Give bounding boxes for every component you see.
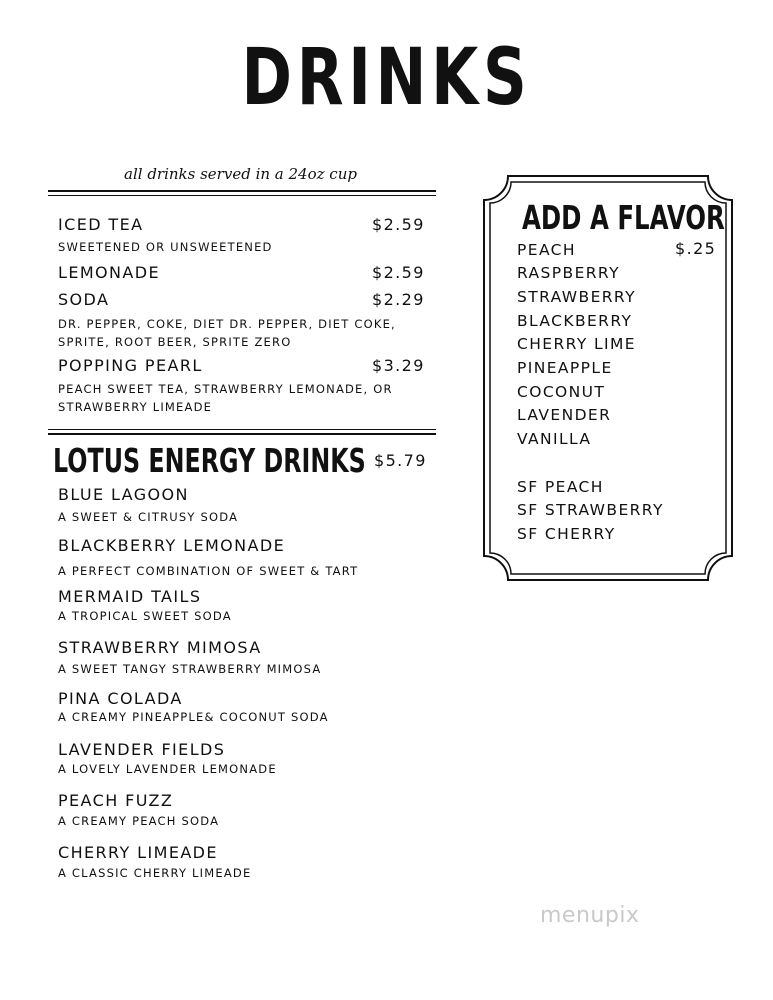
energy-item-name: BLUE LAGOON <box>58 485 189 504</box>
drink-desc: STRAWBERRY LIMEADE <box>58 400 213 414</box>
drink-desc: SWEETENED OR UNSWEETENED <box>58 240 273 254</box>
drink-name: LEMONADE <box>58 263 160 282</box>
sf-flavor-item: SF PEACH <box>517 478 604 496</box>
drink-price: $3.29 <box>372 356 425 375</box>
watermark: menupix <box>540 903 640 928</box>
drink-name: POPPING PEARL <box>58 356 203 375</box>
drink-desc: DR. PEPPER, COKE, DIET DR. PEPPER, DIET COKE, <box>58 317 396 331</box>
flavor-price: $.25 <box>675 239 717 258</box>
drink-price: $2.59 <box>372 215 425 234</box>
flavor-item: STRAWBERRY <box>517 288 636 306</box>
section-title-energy: LOTUS ENERGY DRINKS <box>53 441 366 480</box>
drink-desc: SPRITE, ROOT BEER, SPRITE ZERO <box>58 335 292 349</box>
drink-name: ICED TEA <box>58 215 144 234</box>
drink-price: $2.29 <box>372 290 425 309</box>
flavor-item: VANILLA <box>517 430 592 448</box>
divider <box>48 195 436 196</box>
flavor-item: RASPBERRY <box>517 264 620 282</box>
energy-item-desc: A SWEET TANGY STRAWBERRY MIMOSA <box>58 662 322 676</box>
energy-item-desc: A TROPICAL SWEET SODA <box>58 609 232 623</box>
energy-item-name: CHERRY LIMEADE <box>58 843 218 862</box>
flavor-item: BLACKBERRY <box>517 312 633 330</box>
energy-price: $5.79 <box>374 451 427 470</box>
flavor-item: PEACH <box>517 241 576 259</box>
tagline: all drinks served in a 24oz cup <box>124 165 357 183</box>
energy-item-desc: A LOVELY LAVENDER LEMONADE <box>58 762 277 776</box>
energy-item-desc: A CREAMY PEACH SODA <box>58 814 220 828</box>
energy-item-name: MERMAID TAILS <box>58 587 202 606</box>
energy-item-name: PINA COLADA <box>58 689 183 708</box>
energy-item-name: PEACH FUZZ <box>58 791 174 810</box>
energy-item-desc: A SWEET & CITRUSY SODA <box>58 510 239 524</box>
sf-flavor-item: SF CHERRY <box>517 525 616 543</box>
divider <box>48 433 436 435</box>
flavor-title: ADD A FLAVOR <box>522 198 725 237</box>
flavor-item: PINEAPPLE <box>517 359 613 377</box>
energy-item-name: STRAWBERRY MIMOSA <box>58 638 262 657</box>
drink-name: SODA <box>58 290 110 309</box>
divider <box>48 429 436 430</box>
flavor-item: COCONUT <box>517 383 606 401</box>
page-title: DRINKS <box>241 33 532 123</box>
divider <box>48 190 436 192</box>
drink-price: $2.59 <box>372 263 425 282</box>
energy-item-desc: A CREAMY PINEAPPLE& COCONUT SODA <box>58 710 329 724</box>
drink-desc: PEACH SWEET TEA, STRAWBERRY LEMONADE, OR <box>58 382 393 396</box>
energy-item-name: LAVENDER FIELDS <box>58 740 226 759</box>
energy-item-desc: A CLASSIC CHERRY LIMEADE <box>58 866 252 880</box>
energy-item-name: BLACKBERRY LEMONADE <box>58 536 286 555</box>
sf-flavor-item: SF STRAWBERRY <box>517 501 664 519</box>
flavor-item: LAVENDER <box>517 406 612 424</box>
energy-item-desc: A PERFECT COMBINATION OF SWEET & TART <box>58 564 359 578</box>
flavor-item: CHERRY LIME <box>517 335 636 353</box>
